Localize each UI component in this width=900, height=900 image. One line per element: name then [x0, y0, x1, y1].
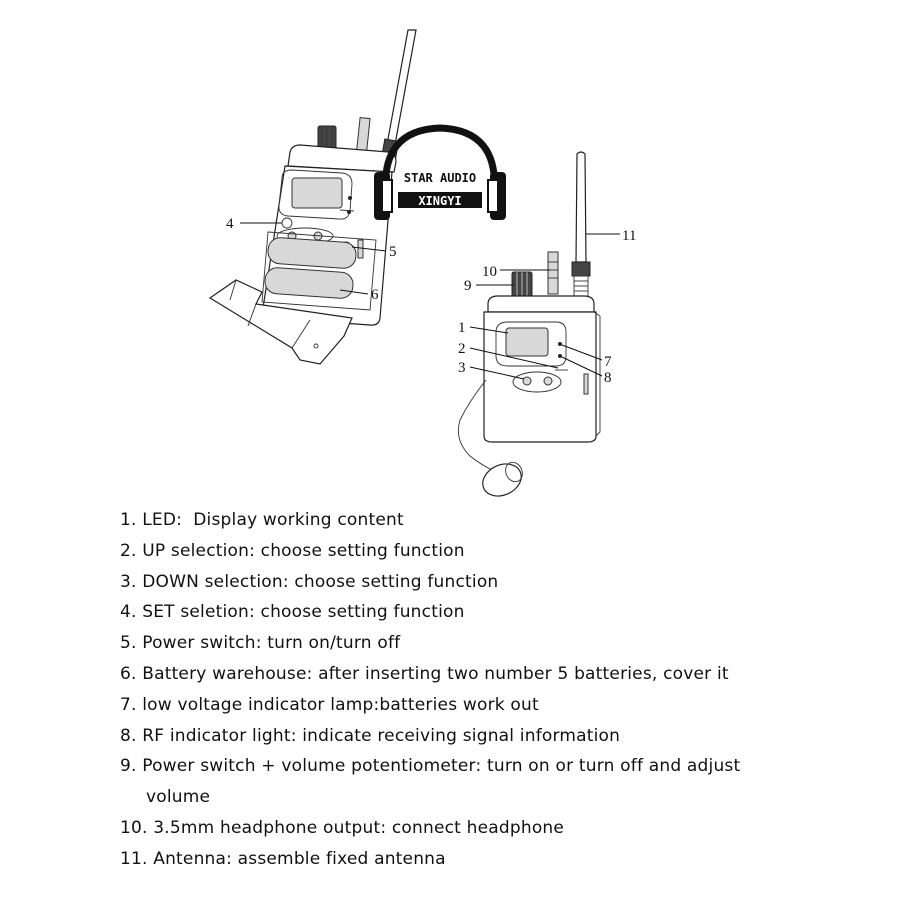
callout-4: 4: [226, 216, 234, 232]
feature-list: [120, 505, 880, 875]
feature-item-4: 4. SET seletion: choose setting function: [120, 602, 465, 623]
callout-5: 5: [389, 244, 397, 260]
feature-item-3: 3. DOWN selection: choose setting function: [120, 571, 499, 592]
feature-item-1: 1. LED: Display working content: [120, 510, 404, 530]
feature-item-7: 7. low voltage indicator lamp:batteries work out: [120, 694, 539, 715]
callout-7: 7: [604, 354, 612, 370]
feature-item-9-continuation: volume: [146, 787, 211, 808]
logo-line1: STAR AUDIO: [403, 171, 477, 185]
feature-item-11: 11. Antenna: assemble fixed antenna: [120, 848, 446, 869]
callout-11: 11: [622, 228, 637, 244]
feature-item-8: 8. RF indicator light: indicate receiving signal information: [120, 725, 621, 746]
feature-item-5: 5. Power switch: turn on/turn off: [120, 633, 401, 654]
callout-2: 2: [458, 341, 466, 357]
callout-3: 3: [458, 360, 466, 376]
feature-item-10: 10. 3.5mm headphone output: connect headphone: [120, 817, 565, 838]
feature-item-2: 2. UP selection: choose setting function: [120, 540, 465, 561]
callout-6: 6: [371, 287, 379, 303]
callout-9: 9: [464, 278, 472, 294]
logo-line2: XINGYI: [418, 194, 462, 208]
callout-8: 8: [604, 370, 612, 386]
callout-1: 1: [458, 320, 466, 336]
feature-item-9-text: 9. Power switch + volume potentiometer: turn on or turn off and adjust: [120, 756, 741, 777]
feature-item-6: 6. Battery warehouse: after inserting two number 5 batteries, cover it: [120, 663, 729, 684]
feature-item-9: [120, 751, 880, 813]
callout-10: 10: [482, 264, 497, 280]
